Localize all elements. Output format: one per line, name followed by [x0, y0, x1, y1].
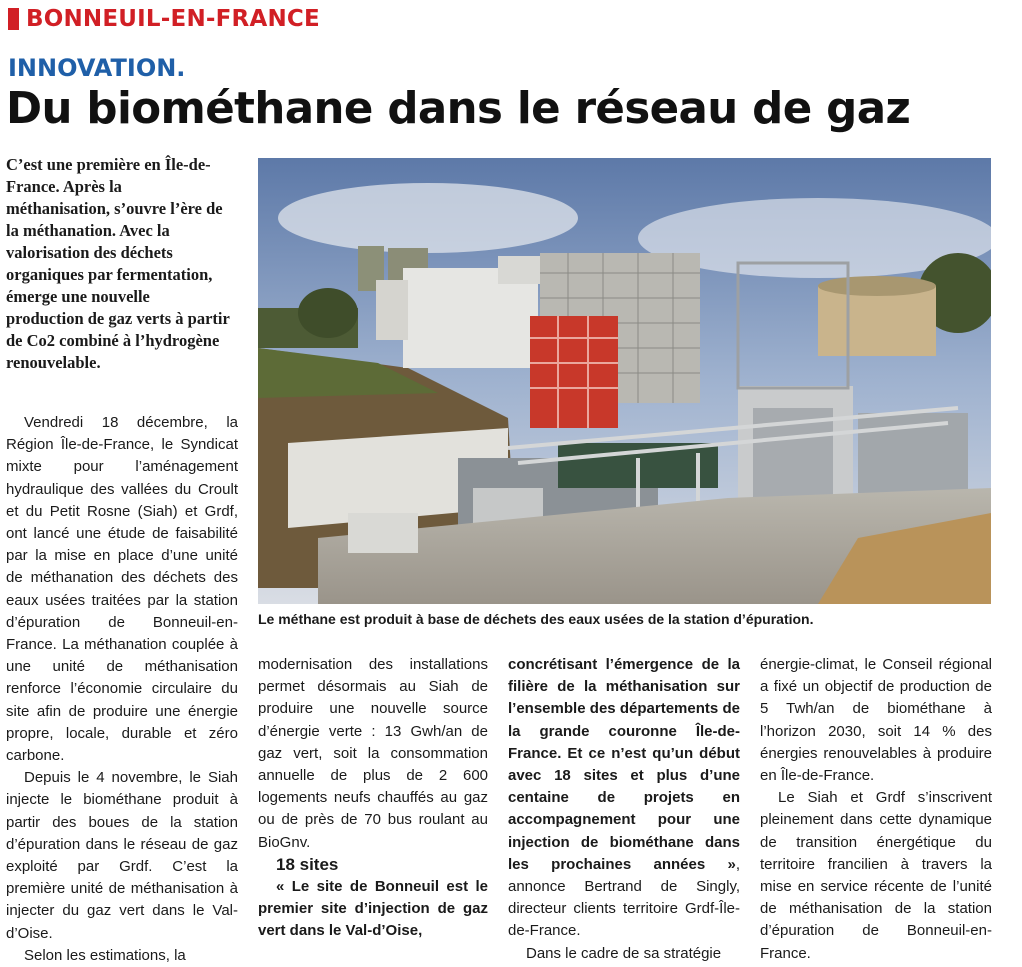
quote-attribution: , annonce Bertrand de Singly, directeur clients territoire Grdf-Île-de-France.	[508, 855, 740, 940]
article-column-4	[760, 654, 992, 965]
section-header	[8, 4, 320, 34]
section-name: BONNEUIL-EN-FRANCE	[26, 6, 320, 32]
quote-paragraph	[508, 654, 740, 943]
body-paragraph: Le Siah et Grdf s’inscrivent pleinement dans cette dynamique de transition énergétique du territoire francilien à travers la mise en service récente de l’unité de méthanisation de la station d’épuration de Bonneuil-en-France.	[760, 789, 992, 962]
article-column-2	[258, 654, 488, 943]
photo-caption: Le méthane est produit à base de déchets des eaux usées de la station d’épuration.	[258, 611, 814, 627]
headline: Du biométhane dans le réseau de gaz	[6, 84, 911, 134]
quote-paragraph: « Le site de Bonneuil est le premier site d’injection de gaz vert dans le Val-d’Oise,	[258, 878, 488, 940]
methanation-plant-photo	[258, 158, 991, 604]
section-marker	[8, 8, 19, 30]
quote-text: concrétisant l’émergence de la filière de la méthanisation sur l’ensemble des départements de la grande couronne Île-de-France. Et ce n’est qu’un début avec 18 sites et plus d’une centaine de projets en accompagnement pour une injection de biométhane dans les prochaines années »	[508, 656, 740, 873]
body-paragraph: Depuis le 4 novembre, le Siah injecte le biométhane produit à partir des boues de la station d’épuration dans le réseau de gaz exploité par Grdf. C’est la première unité de méthanisation à injecter du gaz vert dans le Val-d’Oise.	[6, 769, 238, 942]
body-paragraph: Vendredi 18 décembre, la Région Île-de-France, le Syndicat mixte pour l’aménagement hydraulique des vallées du Croult et du Petit Rosne (Siah) et Grdf, ont lancé une étude de faisabilité par la mise en place d’une unité de méthanation des déchets des eaux usées traitées par la station d’épuration de Bonneuil-en-France. La méthanation couplée à une unité de méthanisation renforce l’économie circulaire du site afin de produire une énergie propre, locale, durable et zéro carbone.	[6, 414, 238, 765]
article-photo	[258, 158, 991, 604]
lead-paragraph: C’est une première en Île-de-France. Après la méthanisation, s’ouvre l’ère de la méthanation. Avec la valorisation des déchets organiques par fermentation, émerge une nouvelle production de gaz verts à partir de Co2 combiné à l’hydrogène renouvelable.	[6, 155, 230, 372]
body-paragraph: énergie-climat, le Conseil régional a fixé un objectif de production de 5 Twh/an de biométhane à l’horizon 2030, soit 14 % des énergies renouvelables à produire en Île-de-France.	[760, 656, 992, 785]
body-paragraph: Dans le cadre de sa stratégie	[526, 944, 722, 962]
article-column-3	[508, 654, 740, 965]
body-paragraph: modernisation des installations permet désormais au Siah de produire une nouvelle source d’énergie verte : 13 Gwh/an de gaz vert, soit la consommation annuelle de plus de 2 600 logements neufs chauffés au gaz ou de près de 70 bus roulant au BioGnv.	[258, 656, 488, 851]
body-paragraph: Selon les estimations, la	[24, 946, 186, 964]
subheading: 18 sites	[276, 854, 339, 874]
kicker: INNOVATION.	[8, 54, 186, 82]
article-column-1	[6, 412, 238, 967]
